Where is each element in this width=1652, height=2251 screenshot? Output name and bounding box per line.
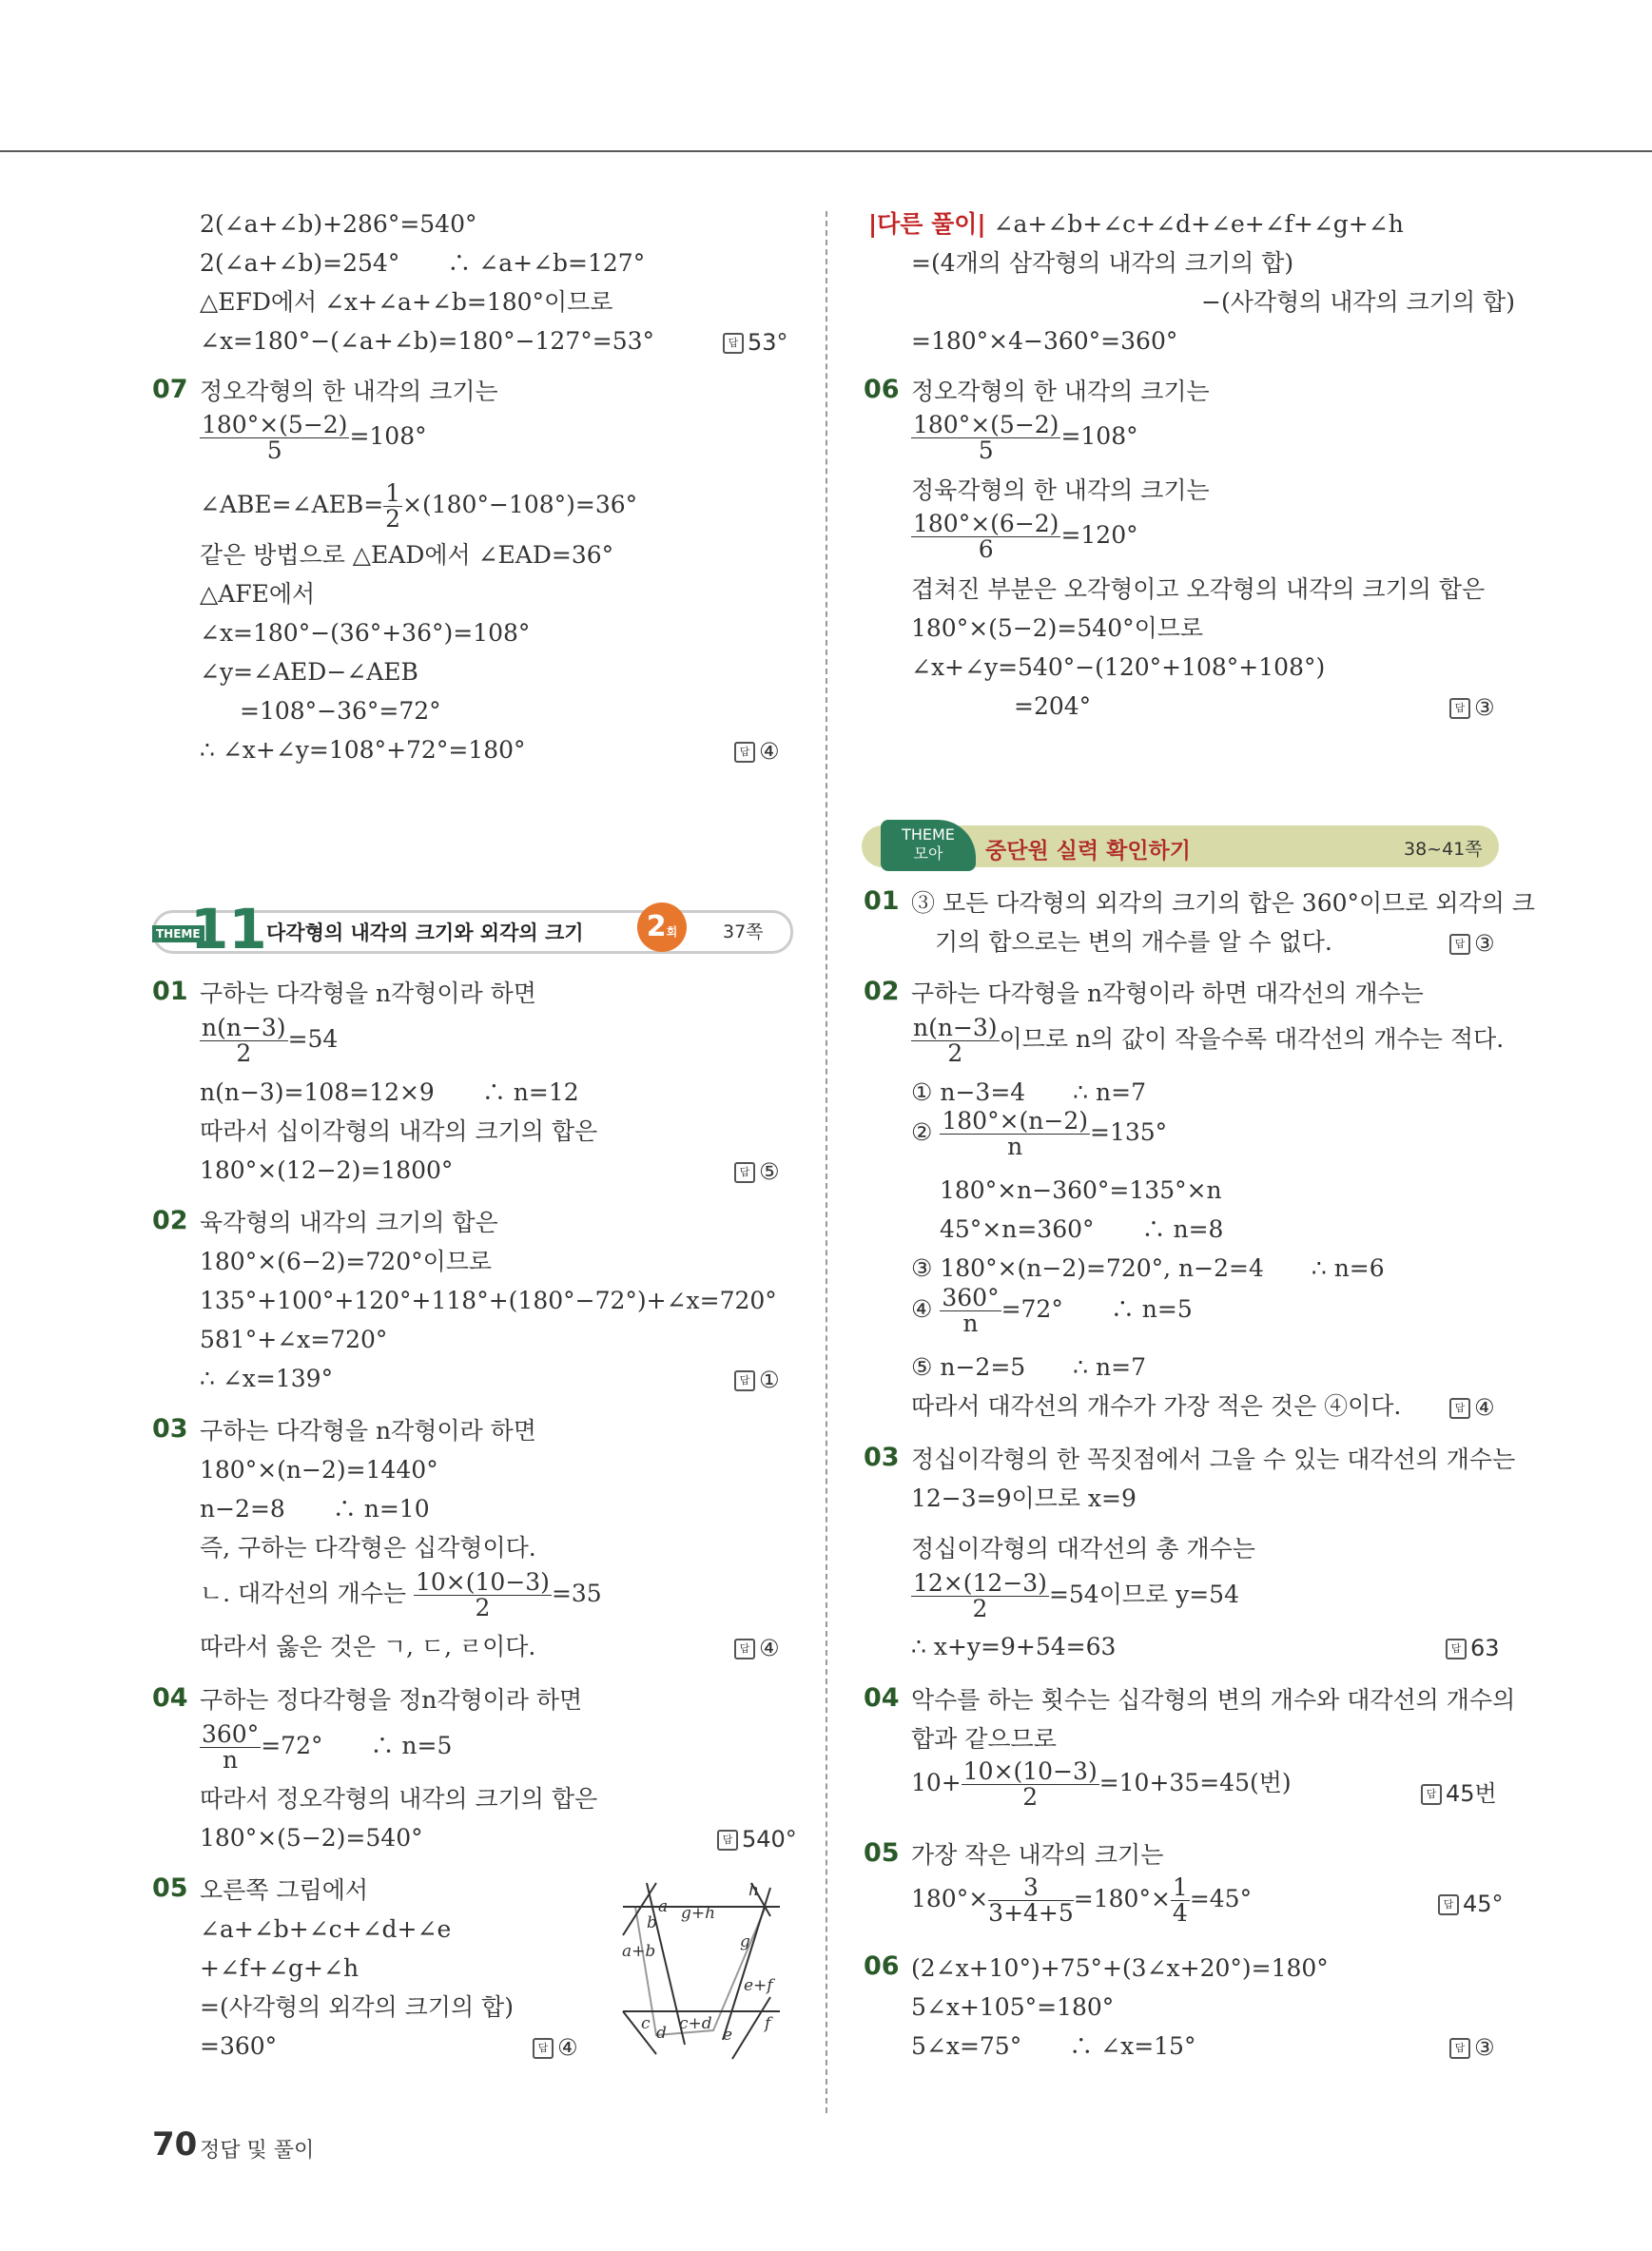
r03-line-2: 12−3=9이므로 x=9 <box>911 1484 1137 1512</box>
r02-number: 02 <box>864 977 900 1006</box>
q07-number: 07 <box>152 375 188 404</box>
page-number: 70 <box>152 2125 198 2164</box>
q03-line-4: 즉, 구하는 다각형은 십각형이다. <box>200 1534 536 1562</box>
theme-review-header <box>862 820 1501 869</box>
fig-label-ef: e+f <box>744 1976 773 1995</box>
q07-line-8: =108°−36°=72° <box>240 697 441 725</box>
fig-label-d: d <box>656 2024 667 2043</box>
r03-line-1: 정십이각형의 한 꼭짓점에서 그을 수 있는 대각선의 개수는 <box>911 1446 1516 1473</box>
q02-line-5: ∴ ∠x=139° <box>200 1365 334 1392</box>
r02-option-2-line-3: 45°×n=360° ∴ n=8 <box>940 1215 1224 1243</box>
r01-line-1: ③ 모든 다각형의 외각의 크기의 합은 360°이므로 외각의 크 <box>911 889 1535 917</box>
r06-number: 06 <box>864 1951 900 1981</box>
q07-line-4: 같은 방법으로 △EAD에서 ∠EAD=36° <box>200 541 614 569</box>
q06-line-4: $\frac{180^\circ\times(6-2)}{6}$ =120° <box>913 510 1138 563</box>
r02-option-3: ③ 180°×(n−2)=720°, n−2=4 ∴ n=6 <box>911 1254 1385 1282</box>
pre-line-2: 2(∠a+∠b)=254° ∴ ∠a+∠b=127° <box>200 249 646 277</box>
pre-line-4: ∠x=180°−(∠a+∠b)=180°−127°=53° <box>200 327 655 355</box>
alt-line-2: =(4개의 삼각형의 내각의 크기의 합) <box>911 249 1294 277</box>
r04-line-2: 합과 같으므로 <box>911 1725 1057 1753</box>
q06-line-2: $\frac{180^\circ\times(5-2)}{5}$ =108° <box>913 411 1138 464</box>
q07-line-2: $\frac{180^\circ\times(5-2)}{5}$ =108° <box>202 411 427 464</box>
q04-line-2: $\frac{360^\circ}{n}$ =72° ∴ n=5 <box>202 1720 453 1774</box>
q06-line-5: 겹쳐진 부분은 오각형이고 오각형의 내각의 크기의 합은 <box>911 575 1486 603</box>
answer-icon: 답 <box>1449 1398 1470 1419</box>
q02-line-2: 180°×(6−2)=720°이므로 <box>200 1248 493 1275</box>
q07-answer: 답 ④ <box>734 738 780 765</box>
fig-label-c: c <box>641 2014 651 2033</box>
q01-line-2: $\frac{n(n-3)}{2}$ =54 <box>202 1014 339 1067</box>
answer-icon: 답 <box>1449 2038 1470 2059</box>
fig-label-g: g <box>740 1932 750 1951</box>
q02-line-4: 581°+∠x=720° <box>200 1326 388 1353</box>
answer-icon: 답 <box>734 1162 755 1183</box>
pre-line-1: 2(∠a+∠b)+286°=540° <box>200 210 477 238</box>
theme-number: 11 <box>190 897 267 961</box>
round-badge: 2회 <box>637 902 687 952</box>
q02-number: 02 <box>152 1206 188 1235</box>
theme-title: 다각형의 내각의 크기와 외각의 크기 <box>266 922 584 944</box>
q01-number: 01 <box>152 977 188 1006</box>
top-rule <box>0 150 1652 152</box>
theme-review-title: 중단원 실력 확인하기 <box>985 839 1191 864</box>
r04-number: 04 <box>864 1683 900 1713</box>
q06-line-6: 180°×(5−2)=540°이므로 <box>911 614 1204 642</box>
q07-line-6: ∠x=180°−(36°+36°)=108° <box>200 619 531 647</box>
q03-line-3: n−2=8 ∴ n=10 <box>200 1495 430 1523</box>
q05-line-3: +∠f+∠g+∠h <box>200 1954 360 1982</box>
r05-number: 05 <box>864 1838 900 1868</box>
q04-line-1: 구하는 정다각형을 정n각형이라 하면 <box>200 1686 583 1714</box>
alt-label: |다른 풀이| <box>868 210 986 238</box>
q06-line-3: 정육각형의 한 내각의 크기는 <box>911 476 1210 504</box>
r02-option-2-line-2: 180°×n−360°=135°×n <box>940 1176 1222 1204</box>
q01-line-1: 구하는 다각형을 n각형이라 하면 <box>200 980 536 1007</box>
q02-line-1: 육각형의 내각의 크기의 합은 <box>200 1209 498 1236</box>
q03-line-2: 180°×(n−2)=1440° <box>200 1456 438 1484</box>
q03-answer: 답 ④ <box>734 1635 780 1661</box>
r03-number: 03 <box>864 1443 900 1472</box>
answer-icon: 답 <box>723 333 744 354</box>
fig-label-b: b <box>647 1913 657 1932</box>
q01-line-5: 180°×(12−2)=1800° <box>200 1156 454 1184</box>
q06-answer: 답 ③ <box>1449 694 1495 721</box>
r04-line-1: 악수를 하는 횟수는 십각형의 변의 개수와 대각선의 개수의 <box>911 1686 1516 1714</box>
r06-line-1: (2∠x+10°)+75°+(3∠x+20°)=180° <box>911 1954 1329 1982</box>
answer-icon: 답 <box>533 2038 554 2059</box>
pre-line-3: △EFD에서 ∠x+∠a+∠b=180°이므로 <box>200 288 613 316</box>
r02-option-2: ② $\frac{180^\circ\times(n-2)}{n}$ =135° <box>911 1107 1168 1160</box>
q05-line-1: 오른쪽 그림에서 <box>200 1876 368 1904</box>
r02-option-1: ① n−3=4 ∴ n=7 <box>911 1078 1146 1106</box>
answer-icon: 답 <box>1438 1894 1459 1915</box>
r02-option-4: ④ $\frac{360^\circ}{n}$ =72° ∴ n=5 <box>911 1284 1193 1337</box>
q06-number: 06 <box>864 375 900 404</box>
q03-line-1: 구하는 다각형을 n각형이라 하면 <box>200 1417 536 1445</box>
answer-icon: 답 <box>717 1830 738 1851</box>
q06-line-8: =204° <box>1014 692 1092 720</box>
r03-answer: 답 63 <box>1446 1635 1500 1661</box>
r05-answer: 답 45° <box>1438 1891 1504 1917</box>
q01-line-4: 따라서 십이각형의 내각의 크기의 합은 <box>200 1117 598 1145</box>
fig-label-h: h <box>748 1881 759 1900</box>
alt-line-4: =180°×4−360°=360° <box>911 327 1178 355</box>
answer-icon: 답 <box>1449 698 1470 719</box>
q05-line-2: ∠a+∠b+∠c+∠d+∠e <box>200 1915 452 1943</box>
column-divider <box>826 211 827 2113</box>
r01-line-2: 기의 합으로는 변의 개수를 알 수 없다. <box>935 928 1332 956</box>
r04-answer: 답 45번 <box>1421 1775 1497 1808</box>
pre-answer: 답 53° <box>723 329 788 356</box>
fig-label-gh: g+h <box>681 1904 716 1923</box>
theme-review-tag: THEME 모아 <box>881 820 976 871</box>
q04-number: 04 <box>152 1683 188 1713</box>
q07-line-5: △AFE에서 <box>200 580 316 608</box>
answer-icon: 답 <box>1446 1639 1467 1659</box>
fig-label-cd: c+d <box>679 2014 712 2033</box>
q04-line-3: 따라서 정오각형의 내각의 크기의 합은 <box>200 1785 598 1813</box>
r06-line-3: 5∠x=75° ∴ ∠x=15° <box>911 2032 1196 2060</box>
q07-line-3: ∠ABE=∠AEB= $\frac{1}{2}$ ×(180°−108°)=36° <box>200 479 638 533</box>
r02-answer: 답 ④ <box>1449 1394 1495 1421</box>
fig-label-a: a <box>658 1897 669 1916</box>
r04-line-3: 10+ $\frac{10\times(10-3)}{2}$ =10+35=45(번) <box>911 1757 1292 1811</box>
fig-label-e: e <box>723 2026 733 2045</box>
q03-line-5: ㄴ. 대각선의 개수는 $\frac{10\times(10-3)}{2}$ =35 <box>200 1568 602 1621</box>
r03-line-3: 정십이각형의 대각선의 총 개수는 <box>911 1535 1255 1562</box>
r02-conclusion: 따라서 대각선의 개수가 가장 적은 것은 ④이다. <box>911 1392 1402 1420</box>
q02-answer: 답 ① <box>734 1367 780 1393</box>
r03-line-5: ∴ x+y=9+54=63 <box>911 1633 1117 1660</box>
r01-answer: 답 ③ <box>1449 930 1495 957</box>
r01-number: 01 <box>864 886 900 916</box>
q01-line-3: n(n−3)=108=12×9 ∴ n=12 <box>200 1078 579 1106</box>
r02-option-5: ⑤ n−2=5 ∴ n=7 <box>911 1353 1146 1381</box>
alt-line-3: −(사각형의 내각의 크기의 합) <box>1201 288 1515 316</box>
answer-icon: 답 <box>734 742 755 763</box>
r06-line-2: 5∠x+105°=180° <box>911 1993 1115 2021</box>
r06-answer: 답 ③ <box>1449 2034 1495 2061</box>
r05-line-1: 가장 작은 내각의 크기는 <box>911 1841 1164 1869</box>
fig-label-f: f <box>765 2014 771 2033</box>
answer-icon: 답 <box>734 1639 755 1659</box>
answer-icon: 답 <box>1449 934 1470 955</box>
q05-line-4: =(사각형의 외각의 크기의 합) <box>200 1993 514 2021</box>
r03-line-4: $\frac{12\times(12-3)}{2}$ =54이므로 y=54 <box>913 1569 1239 1622</box>
theme-11-header <box>152 897 787 961</box>
q01-answer: 답 ⑤ <box>734 1158 780 1185</box>
q02-line-3: 135°+100°+120°+118°+(180°−72°)+∠x=720° <box>200 1287 777 1314</box>
q05-figure <box>618 1878 789 2064</box>
q03-number: 03 <box>152 1414 188 1444</box>
q06-line-7: ∠x+∠y=540°−(120°+108°+108°) <box>911 653 1326 681</box>
theme-review-page: 38~41쪽 <box>1404 839 1483 860</box>
q04-answer: 답 540° <box>717 1826 797 1853</box>
fig-label-ab: a+b <box>622 1942 656 1961</box>
theme-tag: THEME <box>152 925 204 942</box>
r02-line-1: 구하는 다각형을 n각형이라 하면 대각선의 개수는 <box>911 980 1424 1007</box>
q05-line-5: =360° <box>200 2032 278 2060</box>
q07-line-7: ∠y=∠AED−∠AEB <box>200 658 418 686</box>
q07-line-9: ∴ ∠x+∠y=108°+72°=180° <box>200 736 526 764</box>
answer-icon: 답 <box>734 1370 755 1391</box>
q04-line-4: 180°×(5−2)=540° <box>200 1824 423 1852</box>
r05-line-2: 180°× $\frac{3}{3+4+5}$ =180°× $\frac{1}{4}$ =45° <box>911 1873 1253 1927</box>
footer-text: 정답 및 풀이 <box>200 2139 315 2163</box>
q06-line-1: 정오각형의 한 내각의 크기는 <box>911 378 1210 405</box>
answer-icon: 답 <box>1421 1784 1442 1805</box>
q05-number: 05 <box>152 1873 188 1903</box>
theme-page: 37쪽 <box>723 922 764 942</box>
q03-line-6: 따라서 옳은 것은 ㄱ, ㄷ, ㄹ이다. <box>200 1633 536 1660</box>
q05-answer: 답 ④ <box>533 2034 578 2061</box>
q07-line-1: 정오각형의 한 내각의 크기는 <box>200 378 498 405</box>
alt-line-1: |다른 풀이| ∠a+∠b+∠c+∠d+∠e+∠f+∠g+∠h <box>868 210 1404 238</box>
r02-line-2: $\frac{n(n-3)}{2}$ 이므로 n의 값이 작을수록 대각선의 개수는 적다. <box>913 1014 1505 1067</box>
